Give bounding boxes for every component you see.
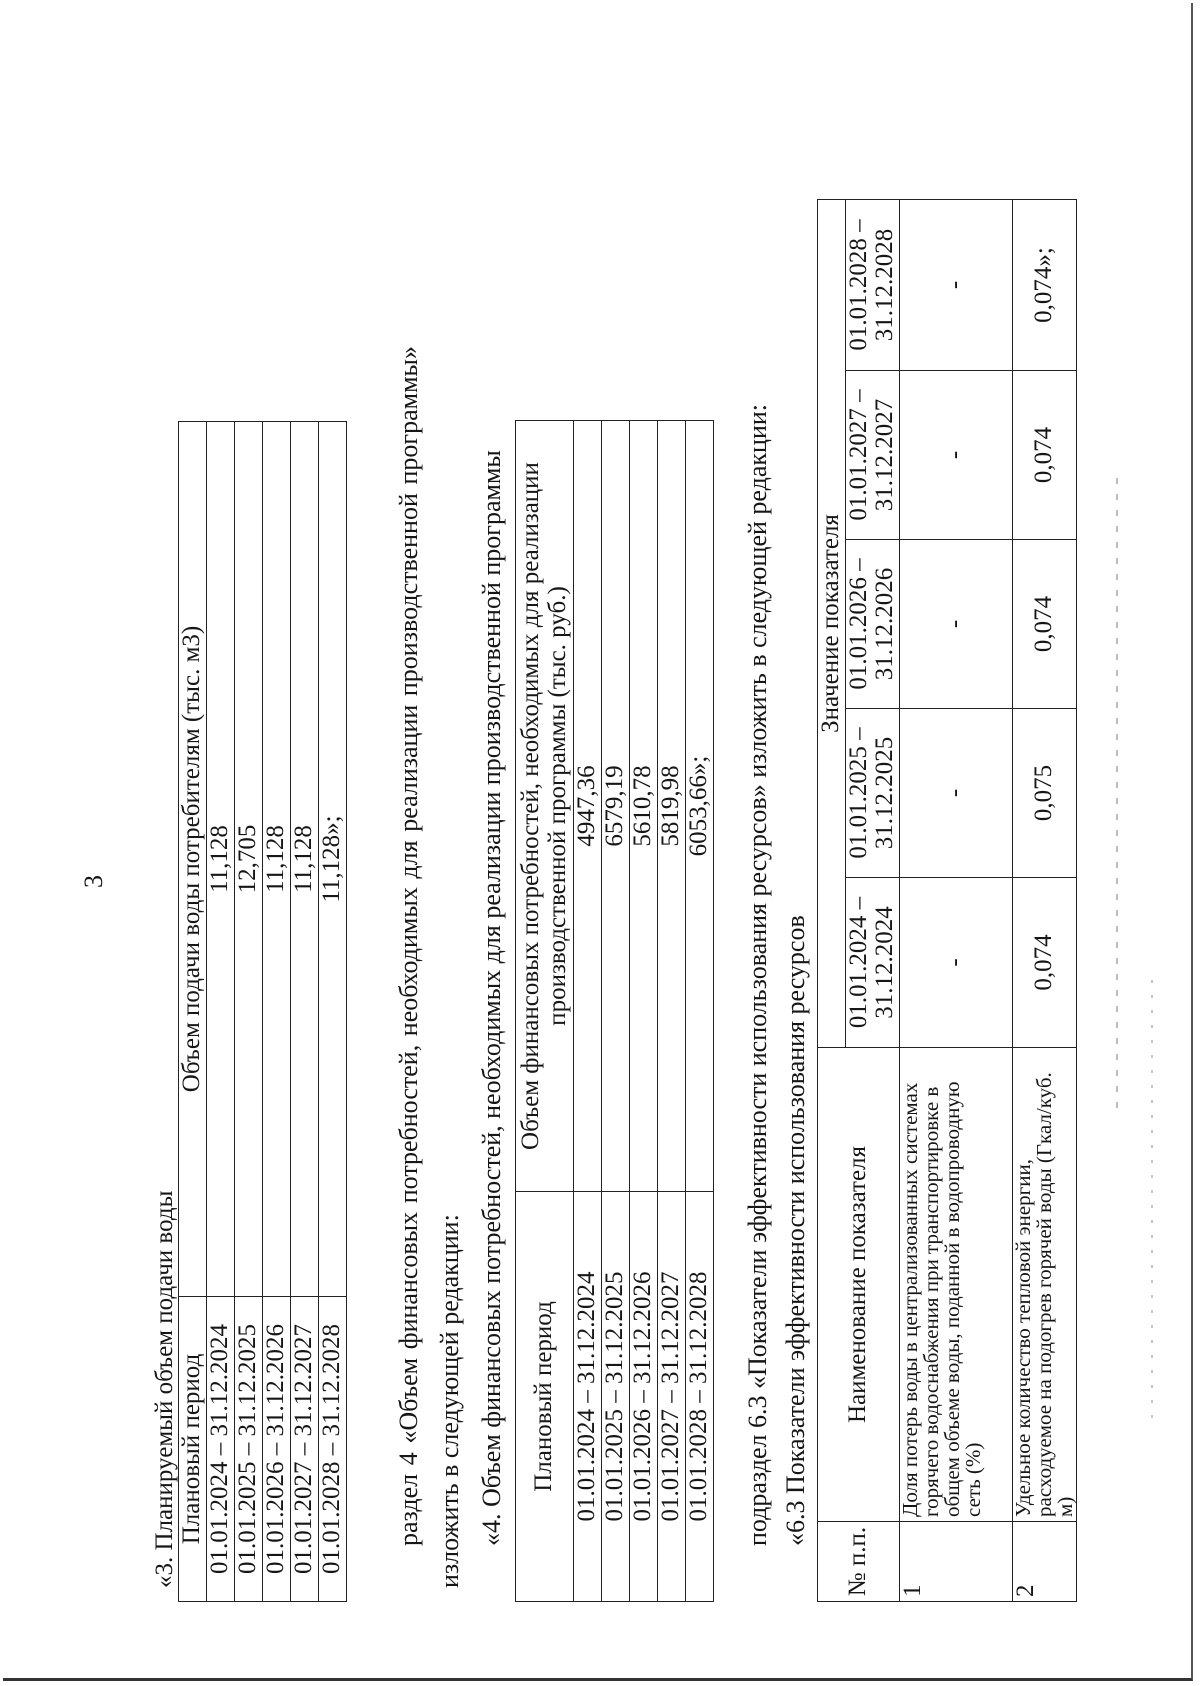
indicator-value: -: [899, 878, 1012, 1048]
header-cell: Плановый период: [516, 1192, 574, 1602]
value-cell: 11,128: [207, 422, 235, 1297]
section4-intro-line1: раздел 4 «Объем финансовых потребностей, необходимых для реализации производственной программы»: [394, 346, 423, 1546]
period-cell: 01.01.2027 – 31.12.2027: [658, 1192, 686, 1602]
table-header-row: [179, 422, 207, 1602]
table-row: [574, 421, 602, 1602]
value-cell: 6579,19: [602, 421, 630, 1192]
period-header: 01.01.2025 – 31.12.2025: [845, 709, 899, 878]
header-no: № п.п.: [818, 1522, 900, 1602]
header-cell: Объем подачи воды потребителям (тыс. м3): [179, 422, 207, 1297]
page-number: 3: [79, 875, 108, 888]
table-header-row: [516, 421, 574, 1602]
indicator-value: 0,075: [1012, 709, 1076, 878]
table-row: [319, 422, 347, 1602]
value-cell: 11,128: [291, 422, 319, 1297]
period-header: 01.01.2026 – 31.12.2026: [845, 540, 899, 709]
rotated-page: [2, 38, 1182, 1668]
value-cell: 11,128»;: [319, 422, 347, 1297]
period-cell: 01.01.2028 – 31.12.2028: [686, 1192, 714, 1602]
period-cell: 01.01.2025 – 31.12.2025: [602, 1192, 630, 1602]
period-cell: 01.01.2024 – 31.12.2024: [207, 1297, 235, 1602]
header-cell: Плановый период: [179, 1297, 207, 1602]
section3-table: [178, 421, 347, 1602]
period-cell: 01.01.2024 – 31.12.2024: [574, 1192, 602, 1602]
value-cell: 11,128: [263, 422, 291, 1297]
header-value: Значение показателя: [818, 199, 846, 1047]
indicator-value: -: [899, 709, 1012, 878]
indicator-value: 0,074: [1012, 371, 1076, 540]
section4-caption: «4. Объем финансовых потребностей, необходимых для реализации производственной программы: [477, 450, 506, 1546]
table-row: [686, 421, 714, 1602]
table-row: [291, 422, 319, 1602]
value-cell: 5819,98: [658, 421, 686, 1192]
period-header: 01.01.2024 – 31.12.2024: [845, 878, 899, 1048]
period-cell: 01.01.2027 – 31.12.2027: [291, 1297, 319, 1602]
indicator-name: Удельное количество тепловой энергии, расходуемое на подогрев горячей воды (Гкал/куб. м): [1012, 1048, 1076, 1522]
section4-table: [515, 420, 714, 1602]
table-row: [899, 199, 1012, 1601]
row-no: 2: [1012, 1522, 1076, 1602]
table-row: [630, 421, 658, 1602]
value-cell: 5610,78: [630, 421, 658, 1192]
row-no: 1: [899, 1522, 1012, 1602]
value-cell: 12,705: [235, 422, 263, 1297]
table-row: [263, 422, 291, 1602]
section63-caption: «6.3 Показатели эффективности использования ресурсов: [781, 915, 810, 1546]
value-cell: 4947,36: [574, 421, 602, 1192]
table-row: [207, 422, 235, 1602]
indicator-value: -: [899, 540, 1012, 709]
section63-intro: подраздел 6.3 «Показатели эффективности использования ресурсов» изложить в следующей редакции:: [743, 404, 772, 1546]
section3-caption: «3. Планируемый объем подачи воды: [151, 1190, 178, 1588]
scan-noise-dashes: [1082, 38, 1182, 1668]
section63-table: [817, 199, 1077, 1602]
period-cell: 01.01.2028 – 31.12.2028: [319, 1297, 347, 1602]
period-cell: 01.01.2025 – 31.12.2025: [235, 1297, 263, 1602]
period-header: 01.01.2028 – 31.12.2028: [845, 199, 899, 370]
indicator-value: -: [899, 199, 1012, 370]
period-header: 01.01.2027 – 31.12.2027: [845, 371, 899, 540]
indicator-value: -: [899, 371, 1012, 540]
table-row: [235, 422, 263, 1602]
table-row: [602, 421, 630, 1602]
table-header-row: [818, 199, 846, 1601]
header-name: Наименование показателя: [818, 1048, 900, 1522]
header-cell: Объем финансовых потребностей, необходимых для реализации производственной программы (тыс. руб.): [516, 421, 574, 1192]
indicator-name: Доля потерь воды в централизованных системах горячего водоснабжения при транспортировке в общем объеме воды, поданной в водопроводную сеть (%): [899, 1048, 1012, 1522]
indicator-value: 0,074»;: [1012, 199, 1076, 370]
indicator-value: 0,074: [1012, 540, 1076, 709]
indicator-value: 0,074: [1012, 878, 1076, 1048]
table-row: [1012, 199, 1076, 1601]
period-cell: 01.01.2026 – 31.12.2026: [263, 1297, 291, 1602]
value-cell: 6053,66»;: [686, 421, 714, 1192]
table-row: [658, 421, 686, 1602]
section4-intro-line2: изложить в следующей редакции:: [435, 1214, 464, 1588]
period-cell: 01.01.2026 – 31.12.2026: [630, 1192, 658, 1602]
